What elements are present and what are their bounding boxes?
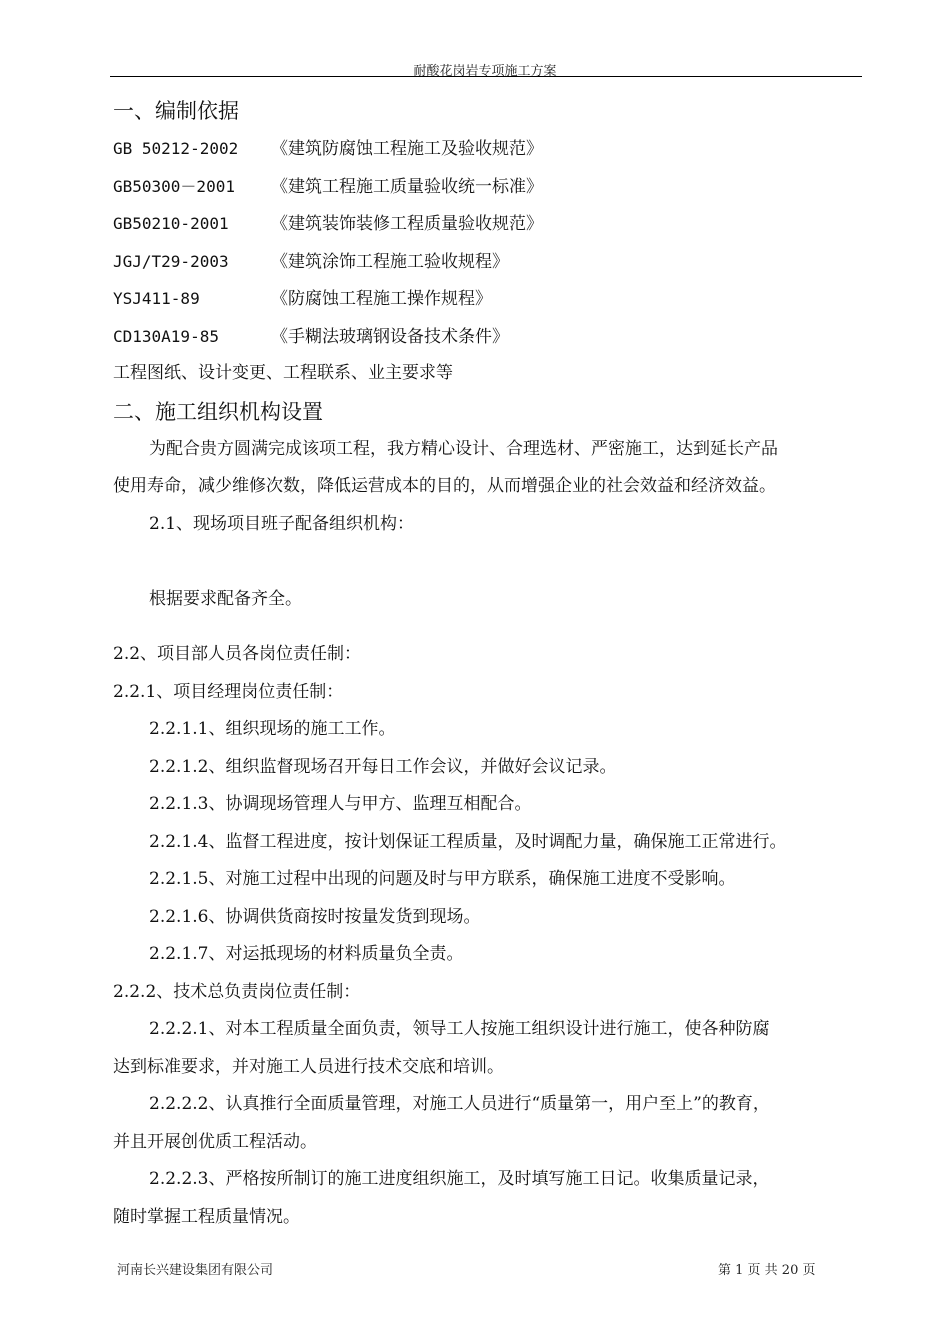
- tech-duty-line: 2.2.2.1、对本工程质量全面负责，领导工人按施工组织设计进行施工，使各种防腐: [149, 1019, 770, 1039]
- standard-title: 《建筑工程施工质量验收统一标准》: [271, 176, 543, 197]
- standard-title: 《建筑防腐蚀工程施工及验收规范》: [271, 139, 543, 159]
- intro-paragraph-line: 为配合贵方圆满完成该项工程，我方精心设计、合理选材、严密施工，达到延长产品: [149, 438, 778, 459]
- pm-duty-item: 2.2.1.7、对运抵现场的材料质量负全责。: [149, 944, 464, 964]
- subsection-2-2-2-heading: 2.2.2、技术总负责岗位责任制：: [113, 981, 361, 1002]
- pm-duty-item: 2.2.1.2、组织监督现场召开每日工作会议，并做好会议记录。: [149, 756, 617, 777]
- basis-other: 工程图纸、设计变更、工程联系、业主要求等: [113, 363, 453, 383]
- tech-duty-line: 2.2.2.2、认真推行全面质量管理，对施工人员进行“质量第一，用户至上”的教育，: [149, 1094, 770, 1114]
- pm-duty-item: 2.2.1.1、组织现场的施工工作。: [149, 719, 396, 739]
- spacer: [113, 543, 865, 581]
- standard-title: 《建筑装饰装修工程质量验收规范》: [271, 214, 543, 234]
- pm-duty-item: 2.2.1.6、协调供货商按时按量发货到现场。: [149, 906, 481, 927]
- subsection-2-1-text: 根据要求配备齐全。: [149, 588, 302, 609]
- standard-item: [113, 318, 865, 356]
- standard-item: [113, 243, 865, 281]
- section-heading-organization: 二、施工组织机构设置: [113, 399, 323, 424]
- standard-code: GB 50212-2002: [113, 139, 239, 158]
- standard-code: JGJ/T29-2003: [113, 251, 229, 271]
- standard-title: 《建筑涂饰工程施工验收规程》: [271, 251, 509, 272]
- standard-item: [113, 205, 865, 243]
- subsection-2-2-heading: 2.2、项目部人员各岗位责任制：: [113, 644, 362, 664]
- standard-code: CD130A19-85: [113, 326, 219, 346]
- standard-item: [113, 168, 865, 206]
- tech-duty-line: 2.2.2.3、严格按所制订的施工进度组织施工，及时填写施工日记。收集质量记录，: [149, 1169, 770, 1189]
- standard-code: GB50210-2001: [113, 214, 229, 233]
- standard-title: 《手糊法玻璃钢设备技术条件》: [271, 326, 509, 347]
- intro-paragraph-line: 使用寿命，减少维修次数，降低运营成本的目的，从而增强企业的社会效益和经济效益。: [113, 476, 776, 496]
- pm-duty-item: 2.2.1.3、协调现场管理人与甲方、监理互相配合。: [149, 794, 532, 814]
- tech-duty-line: 达到标准要求，并对施工人员进行技术交底和培训。: [113, 1056, 504, 1077]
- header-rule: [110, 76, 862, 77]
- standard-item: [113, 130, 865, 168]
- document-body: [113, 92, 865, 1236]
- standard-title: 《防腐蚀工程施工操作规程》: [271, 289, 492, 309]
- standard-item: [113, 280, 865, 318]
- pm-duty-item: 2.2.1.5、对施工过程中出现的问题及时与甲方联系，确保施工进度不受影响。: [149, 869, 736, 889]
- tech-duty-line: 并且开展创优质工程活动。: [113, 1131, 317, 1152]
- tech-duty-line: 随时掌握工程质量情况。: [113, 1206, 300, 1227]
- pm-duty-item: 2.2.1.4、监督工程进度，按计划保证工程质量，及时调配力量，确保施工正常进行。: [149, 831, 787, 852]
- spacer: [113, 618, 865, 636]
- standard-code: YSJ411-89: [113, 289, 200, 308]
- header-title: 耐酸花岗岩专项施工方案: [413, 64, 557, 79]
- standard-code: GB50300－2001: [113, 176, 235, 196]
- subsection-2-1-heading: 2.1、现场项目班子配备组织机构：: [149, 513, 415, 534]
- section-heading-basis: 一、编制依据: [113, 99, 239, 123]
- subsection-2-2-1-heading: 2.2.1、项目经理岗位责任制：: [113, 681, 344, 702]
- footer-company: 河南长兴建设集团有限公司: [117, 1263, 274, 1278]
- footer-page-number: 第 1 页 共 20 页: [718, 1263, 816, 1278]
